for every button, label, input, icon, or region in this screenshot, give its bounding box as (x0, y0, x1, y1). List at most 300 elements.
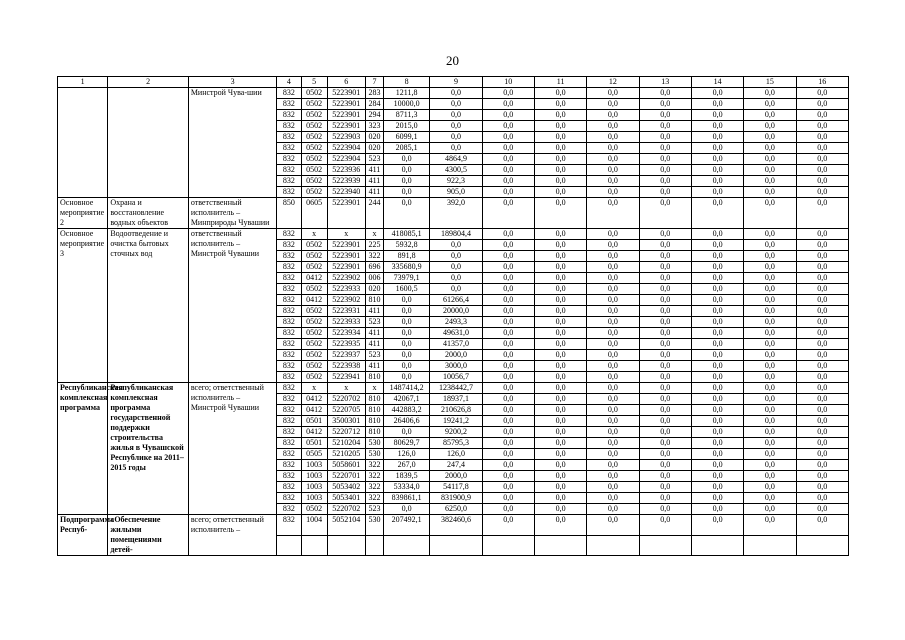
zero-cell: 0,0 (534, 154, 586, 165)
data-cell: 61266,4 (430, 295, 482, 306)
zero-cell: 0,0 (744, 143, 796, 154)
zero-cell: 0,0 (534, 132, 586, 143)
zero-cell: 0,0 (482, 339, 534, 350)
data-cell: 5223939 (327, 176, 365, 187)
zero-cell: 0,0 (587, 273, 639, 284)
zero-cell: 0,0 (691, 515, 743, 536)
data-cell: 1487414,2 (384, 383, 430, 394)
group-c2: Республиканская комплексная программа государственной поддержки строительства жилья в Чувашской Республике на 2011–2015 годы (108, 383, 189, 515)
zero-cell: 0,0 (587, 262, 639, 273)
zero-cell: 0,0 (534, 99, 586, 110)
data-cell: 53334,0 (384, 482, 430, 493)
data-cell: 1211,8 (384, 88, 430, 99)
table-row (58, 515, 849, 536)
data-cell: 0,0 (430, 110, 482, 121)
zero-cell: 0,0 (796, 198, 848, 229)
data-cell: 5223936 (327, 165, 365, 176)
zero-cell: 0,0 (691, 273, 743, 284)
zero-cell: 0,0 (744, 460, 796, 471)
data-cell: 3000,0 (430, 361, 482, 372)
zero-cell: 0,0 (796, 262, 848, 273)
data-cell: 922,3 (430, 176, 482, 187)
data-cell: x (301, 383, 327, 394)
zero-cell: 0,0 (744, 262, 796, 273)
zero-cell: 0,0 (587, 438, 639, 449)
column-header: 4 (277, 77, 301, 88)
data-cell: 0502 (301, 165, 327, 176)
zero-cell: 0,0 (744, 383, 796, 394)
zero-cell: 0,0 (691, 328, 743, 339)
data-cell: 832 (277, 187, 301, 198)
data-cell: 4864,9 (430, 154, 482, 165)
group-c3: Минстрой Чува-шии (188, 88, 277, 198)
zero-cell: 0,0 (744, 482, 796, 493)
data-cell: 2000,0 (430, 471, 482, 482)
data-cell: 832 (277, 416, 301, 427)
zero-cell: 0,0 (534, 350, 586, 361)
data-cell: 10056,7 (430, 372, 482, 383)
zero-cell: 0,0 (534, 306, 586, 317)
zero-cell: 0,0 (691, 176, 743, 187)
zero-cell: 0,0 (796, 339, 848, 350)
zero-cell: 0,0 (691, 438, 743, 449)
data-cell: 5210205 (327, 449, 365, 460)
data-cell: 832 (277, 121, 301, 132)
data-cell: 0,0 (384, 350, 430, 361)
data-cell: 411 (365, 165, 383, 176)
data-cell: 5223901 (327, 99, 365, 110)
zero-cell: 0,0 (587, 449, 639, 460)
zero-cell: 0,0 (744, 273, 796, 284)
zero-cell: 0,0 (639, 493, 691, 504)
zero-cell: 0,0 (796, 273, 848, 284)
column-header: 16 (796, 77, 848, 88)
zero-cell: 0,0 (639, 328, 691, 339)
column-header: 3 (188, 77, 277, 88)
data-cell: 0,0 (384, 176, 430, 187)
zero-cell: 0,0 (639, 405, 691, 416)
data-cell: 5223901 (327, 110, 365, 121)
data-cell: x (365, 229, 383, 240)
table-row (58, 229, 849, 240)
zero-cell: 0,0 (587, 154, 639, 165)
zero-cell: 0,0 (534, 198, 586, 229)
data-cell: 0502 (301, 240, 327, 251)
zero-cell: 0,0 (482, 493, 534, 504)
zero-cell: 0,0 (639, 306, 691, 317)
data-cell: 2085,1 (384, 143, 430, 154)
zero-cell: 0,0 (639, 198, 691, 229)
zero-cell: 0,0 (482, 427, 534, 438)
data-cell: 832 (277, 154, 301, 165)
zero-cell: 0,0 (796, 165, 848, 176)
data-cell: 41357,0 (430, 339, 482, 350)
data-cell: 810 (365, 405, 383, 416)
data-cell: 0,0 (384, 198, 430, 229)
zero-cell (534, 535, 586, 556)
zero-cell: 0,0 (482, 372, 534, 383)
data-cell (277, 535, 301, 556)
data-cell: 0,0 (384, 306, 430, 317)
zero-cell: 0,0 (744, 493, 796, 504)
zero-cell: 0,0 (482, 176, 534, 187)
zero-cell: 0,0 (691, 262, 743, 273)
data-cell: 411 (365, 339, 383, 350)
data-cell: 891,8 (384, 251, 430, 262)
column-header: 7 (365, 77, 383, 88)
data-cell: 5223933 (327, 284, 365, 295)
data-cell: 322 (365, 482, 383, 493)
zero-cell: 0,0 (639, 284, 691, 295)
column-header: 8 (384, 77, 430, 88)
data-cell: 323 (365, 121, 383, 132)
data-cell: 832 (277, 328, 301, 339)
zero-cell: 0,0 (796, 416, 848, 427)
zero-cell: 0,0 (691, 504, 743, 515)
zero-cell: 0,0 (587, 187, 639, 198)
zero-cell: 0,0 (482, 449, 534, 460)
zero-cell: 0,0 (587, 361, 639, 372)
zero-cell: 0,0 (744, 229, 796, 240)
data-cell: x (365, 383, 383, 394)
zero-cell (639, 535, 691, 556)
zero-cell: 0,0 (587, 165, 639, 176)
data-cell: 0412 (301, 273, 327, 284)
zero-cell: 0,0 (796, 154, 848, 165)
data-cell: 0502 (301, 339, 327, 350)
zero-cell: 0,0 (482, 240, 534, 251)
data-cell: 0,0 (430, 240, 482, 251)
data-cell: 5053402 (327, 482, 365, 493)
zero-cell: 0,0 (587, 176, 639, 187)
zero-cell: 0,0 (534, 284, 586, 295)
data-cell: 9200,2 (430, 427, 482, 438)
data-cell: 5223903 (327, 132, 365, 143)
zero-cell: 0,0 (482, 88, 534, 99)
zero-cell: 0,0 (744, 515, 796, 536)
data-cell: 0,0 (430, 273, 482, 284)
zero-cell: 0,0 (796, 405, 848, 416)
zero-cell: 0,0 (744, 471, 796, 482)
zero-cell: 0,0 (796, 229, 848, 240)
zero-cell (796, 535, 848, 556)
zero-cell: 0,0 (482, 187, 534, 198)
zero-cell: 0,0 (534, 251, 586, 262)
zero-cell: 0,0 (639, 350, 691, 361)
data-cell: 0,0 (430, 121, 482, 132)
zero-cell: 0,0 (744, 449, 796, 460)
data-cell: 5223901 (327, 121, 365, 132)
data-cell: 0,0 (384, 295, 430, 306)
zero-cell: 0,0 (796, 383, 848, 394)
data-cell: 523 (365, 317, 383, 328)
zero-cell: 0,0 (796, 515, 848, 536)
zero-cell: 0,0 (796, 176, 848, 187)
zero-cell: 0,0 (796, 504, 848, 515)
zero-cell: 0,0 (639, 394, 691, 405)
data-cell: 0502 (301, 187, 327, 198)
zero-cell: 0,0 (744, 198, 796, 229)
data-cell: 020 (365, 132, 383, 143)
data-cell: 80629,7 (384, 438, 430, 449)
zero-cell: 0,0 (482, 471, 534, 482)
zero-cell: 0,0 (691, 372, 743, 383)
data-cell: 1238442,7 (430, 383, 482, 394)
data-cell: 5223902 (327, 273, 365, 284)
data-cell: 0,0 (430, 99, 482, 110)
zero-cell (744, 535, 796, 556)
zero-cell: 0,0 (587, 110, 639, 121)
zero-cell: 0,0 (796, 328, 848, 339)
data-cell: 322 (365, 251, 383, 262)
table-row (58, 88, 849, 99)
zero-cell: 0,0 (534, 493, 586, 504)
zero-cell: 0,0 (639, 132, 691, 143)
data-cell: 832 (277, 132, 301, 143)
data-cell: 5223901 (327, 240, 365, 251)
group-c2 (108, 88, 189, 198)
zero-cell: 0,0 (691, 427, 743, 438)
zero-cell: 0,0 (587, 88, 639, 99)
data-cell: 126,0 (430, 449, 482, 460)
data-cell: 5210204 (327, 438, 365, 449)
data-cell: 832 (277, 176, 301, 187)
zero-cell: 0,0 (534, 317, 586, 328)
group-c1: Республиканская комплексная программа (58, 383, 108, 515)
zero-cell: 0,0 (744, 504, 796, 515)
zero-cell: 0,0 (691, 88, 743, 99)
data-cell: 0,0 (430, 132, 482, 143)
zero-cell: 0,0 (639, 229, 691, 240)
zero-cell: 0,0 (482, 165, 534, 176)
zero-cell: 0,0 (482, 438, 534, 449)
data-cell: 832 (277, 482, 301, 493)
zero-cell: 0,0 (482, 251, 534, 262)
data-cell: 5223934 (327, 328, 365, 339)
zero-cell (587, 535, 639, 556)
data-cell (430, 535, 482, 556)
data-cell: 832 (277, 251, 301, 262)
zero-cell: 0,0 (587, 515, 639, 536)
data-cell: 5223902 (327, 295, 365, 306)
zero-cell: 0,0 (639, 262, 691, 273)
data-cell: 832 (277, 449, 301, 460)
column-header: 10 (482, 77, 534, 88)
data-cell: 0,0 (384, 154, 430, 165)
zero-cell: 0,0 (639, 383, 691, 394)
data-cell: 020 (365, 143, 383, 154)
data-cell (301, 535, 327, 556)
data-cell: 0501 (301, 416, 327, 427)
zero-cell: 0,0 (744, 121, 796, 132)
data-cell: 73979,1 (384, 273, 430, 284)
zero-cell: 0,0 (534, 110, 586, 121)
zero-cell: 0,0 (691, 198, 743, 229)
data-cell: 0502 (301, 361, 327, 372)
data-cell: 0502 (301, 110, 327, 121)
data-cell: 2015,0 (384, 121, 430, 132)
zero-cell: 0,0 (482, 306, 534, 317)
table-body (58, 77, 849, 556)
zero-cell: 0,0 (639, 460, 691, 471)
data-cell: 5223933 (327, 317, 365, 328)
zero-cell: 0,0 (796, 427, 848, 438)
data-cell: 1003 (301, 482, 327, 493)
zero-cell: 0,0 (587, 251, 639, 262)
zero-cell: 0,0 (482, 416, 534, 427)
page-number: 20 (446, 53, 459, 68)
data-cell: 0,0 (384, 361, 430, 372)
zero-cell: 0,0 (744, 110, 796, 121)
data-cell: 832 (277, 99, 301, 110)
column-header: 2 (108, 77, 189, 88)
data-cell: 810 (365, 372, 383, 383)
zero-cell: 0,0 (534, 394, 586, 405)
data-cell: 5220702 (327, 394, 365, 405)
data-cell: 832 (277, 372, 301, 383)
zero-cell: 0,0 (587, 493, 639, 504)
zero-cell: 0,0 (796, 394, 848, 405)
zero-cell: 0,0 (796, 121, 848, 132)
zero-cell: 0,0 (639, 273, 691, 284)
zero-cell: 0,0 (587, 99, 639, 110)
group-c2: Охрана и восстановление водных объектов (108, 198, 189, 229)
zero-cell: 0,0 (639, 317, 691, 328)
zero-cell: 0,0 (534, 482, 586, 493)
data-cell: 411 (365, 176, 383, 187)
zero-cell: 0,0 (691, 339, 743, 350)
data-cell: 006 (365, 273, 383, 284)
data-cell: 0412 (301, 427, 327, 438)
zero-cell: 0,0 (639, 504, 691, 515)
zero-cell: 0,0 (691, 284, 743, 295)
zero-cell: 0,0 (691, 132, 743, 143)
zero-cell: 0,0 (587, 416, 639, 427)
zero-cell: 0,0 (534, 460, 586, 471)
group-c1 (58, 88, 108, 198)
zero-cell: 0,0 (639, 295, 691, 306)
zero-cell: 0,0 (534, 372, 586, 383)
group-c2: Водоотведение и очистка бытовых сточных вод (108, 229, 189, 383)
header-row (58, 77, 849, 88)
zero-cell: 0,0 (744, 132, 796, 143)
data-cell: 126,0 (384, 449, 430, 460)
data-cell: 392,0 (430, 198, 482, 229)
zero-cell: 0,0 (744, 339, 796, 350)
data-cell: 5223904 (327, 154, 365, 165)
data-cell: 810 (365, 394, 383, 405)
zero-cell: 0,0 (639, 482, 691, 493)
zero-cell: 0,0 (639, 251, 691, 262)
data-cell: 10000,0 (384, 99, 430, 110)
zero-cell: 0,0 (482, 154, 534, 165)
data-cell: 26406,6 (384, 416, 430, 427)
zero-cell: 0,0 (587, 405, 639, 416)
data-cell: 832 (277, 504, 301, 515)
zero-cell: 0,0 (482, 350, 534, 361)
zero-cell: 0,0 (796, 460, 848, 471)
zero-cell: 0,0 (691, 187, 743, 198)
zero-cell: 0,0 (744, 328, 796, 339)
data-cell: 523 (365, 504, 383, 515)
zero-cell: 0,0 (482, 460, 534, 471)
zero-cell: 0,0 (796, 306, 848, 317)
zero-cell: 0,0 (587, 460, 639, 471)
zero-cell: 0,0 (796, 110, 848, 121)
data-cell: 832 (277, 350, 301, 361)
group-c3: ответственный исполнитель – Минприроды Чувашии (188, 198, 277, 229)
zero-cell: 0,0 (744, 361, 796, 372)
data-cell: 5223931 (327, 306, 365, 317)
zero-cell: 0,0 (534, 361, 586, 372)
zero-cell: 0,0 (534, 165, 586, 176)
group-c1: Основное мероприятие 2 (58, 198, 108, 229)
zero-cell: 0,0 (482, 328, 534, 339)
zero-cell: 0,0 (691, 121, 743, 132)
data-cell: 0412 (301, 295, 327, 306)
column-header: 9 (430, 77, 482, 88)
group-c1: Подпрограмма Респуб- (58, 515, 108, 556)
table-row (58, 383, 849, 394)
data-cell: 0502 (301, 154, 327, 165)
data-cell: 6099,1 (384, 132, 430, 143)
data-cell: 85795,3 (430, 438, 482, 449)
data-cell: 1003 (301, 460, 327, 471)
column-header: 14 (691, 77, 743, 88)
zero-cell: 0,0 (796, 284, 848, 295)
data-cell: 0502 (301, 350, 327, 361)
zero-cell: 0,0 (587, 482, 639, 493)
zero-cell: 0,0 (639, 361, 691, 372)
data-cell: 0605 (301, 198, 327, 229)
data-cell: 905,0 (430, 187, 482, 198)
data-cell: 832 (277, 493, 301, 504)
zero-cell: 0,0 (691, 471, 743, 482)
zero-cell: 0,0 (639, 416, 691, 427)
data-cell: 18937,1 (430, 394, 482, 405)
data-cell: 0502 (301, 176, 327, 187)
data-cell: 1600,5 (384, 284, 430, 295)
data-cell: 810 (365, 416, 383, 427)
zero-cell: 0,0 (744, 405, 796, 416)
zero-cell: 0,0 (744, 88, 796, 99)
data-cell: 411 (365, 328, 383, 339)
data-cell: 832 (277, 229, 301, 240)
zero-cell: 0,0 (587, 317, 639, 328)
zero-cell: 0,0 (534, 240, 586, 251)
zero-cell: 0,0 (587, 328, 639, 339)
data-cell: 5053401 (327, 493, 365, 504)
data-cell: 294 (365, 110, 383, 121)
data-cell: 0412 (301, 405, 327, 416)
column-header: 11 (534, 77, 586, 88)
data-cell: 5223901 (327, 262, 365, 273)
zero-cell: 0,0 (534, 88, 586, 99)
zero-cell: 0,0 (534, 416, 586, 427)
zero-cell: 0,0 (482, 361, 534, 372)
data-cell: 5932,8 (384, 240, 430, 251)
data-cell: 210626,8 (430, 405, 482, 416)
data-cell: 5052104 (327, 515, 365, 536)
data-cell: 335680,9 (384, 262, 430, 273)
data-cell: 189804,4 (430, 229, 482, 240)
zero-cell: 0,0 (744, 350, 796, 361)
data-cell: 832 (277, 383, 301, 394)
zero-cell: 0,0 (587, 504, 639, 515)
data-cell: 8711,3 (384, 110, 430, 121)
group-c3: всего; ответственный исполнитель – Минстрой Чувашии (188, 383, 277, 515)
data-cell: 832 (277, 394, 301, 405)
